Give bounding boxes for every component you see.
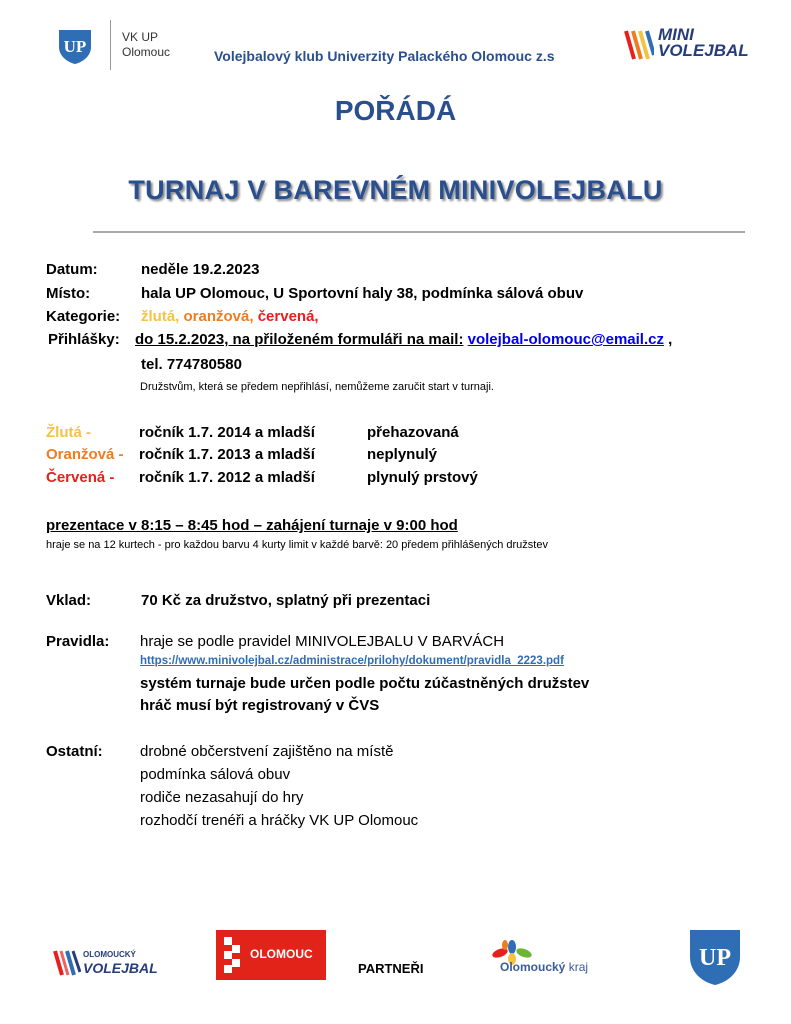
category-name: Oranžová - [46,446,124,463]
ostatni-item: drobné občerstvení zajištěno na místě [140,743,394,760]
category-style: neplynulý [367,446,438,463]
pravidla-label: Pravidla: [46,633,110,650]
misto-value: hala UP Olomouc, U Sportovní haly 38, podmínka sálová obuv [141,285,584,302]
up-shield-footer-logo [687,927,743,987]
category-style: plynulý prstový [367,469,478,486]
kategorie-values [141,308,319,325]
category-style: přehazovaná [367,424,459,441]
olomoucky-volejbal-logo [53,945,168,981]
svg-text:UP: UP [699,945,731,971]
misto-label: Místo: [46,285,91,302]
title-divider [93,231,745,233]
prihlasky-row [135,331,672,348]
ostatni-item: podmínka sálová obuv [140,766,291,783]
volejbal-stripes-icon [53,948,81,978]
prezentace-detail: hraje se na 12 kurtech - pro každou barvu 4 kurty limit v každé barvě: 20 předem přihlášených družstev [46,539,548,551]
club-name: Volejbalový klub Univerzity Palackého Olomouc z.s [214,48,555,64]
prihlasky-comma: , [668,331,673,348]
svg-text:UP: UP [63,37,87,56]
kategorie-oranzova: oranžová, [183,308,254,325]
category-rocnik: ročník 1.7. 2013 a mladší [139,446,315,463]
email-link[interactable]: volejbal-olomouc@email.cz [467,331,664,348]
vklad-value: 70 Kč za družstvo, splatný při prezentaci [141,592,431,609]
olomouc-city-logo [216,930,326,980]
category-row-zluta [46,424,546,444]
kategorie-cervena: červená, [257,308,319,325]
telephone: tel. 774780580 [141,356,242,373]
datum-label: Datum: [46,261,98,278]
prezentace-time: prezentace v 8:15 – 8:45 hod – zahájení turnaje v 9:00 hod [46,517,458,534]
kraj-bold: Olomoucký [500,960,566,974]
category-name: Žlutá - [46,424,91,441]
kategorie-label: Kategorie: [46,308,121,325]
vkup-logo-line1: VK UP [122,30,159,44]
datum-value: neděle 19.2.2023 [141,261,260,278]
porada-heading: POŘÁDÁ [334,95,457,126]
olomouc-checker-icon [224,937,248,973]
category-name: Červená - [46,469,115,486]
olomouc-logo-text: OLOMOUC [250,947,313,961]
kraj-normal: kraj [565,960,589,974]
olomoucky-kraj-logo [490,940,610,980]
minivolejbal-line2: VOLEJBAL [658,41,749,60]
minivolejbal-text [658,27,749,59]
pravidla-line4: hráč musí být registrovaný v ČVS [140,697,380,714]
partneri-label: PARTNEŘI [358,961,424,976]
up-shield-logo [56,27,94,65]
prihlasky-label: Přihlášky: [48,331,120,348]
ov-line2: VOLEJBAL [83,960,158,976]
pravidla-line3: systém turnaje bude určen podle počtu zúčastněných družstev [140,675,590,692]
ostatni-item: rodiče nezasahují do hry [140,789,304,806]
minivolejbal-logo [624,25,749,65]
vkup-logo-line2: Olomouc [122,45,171,59]
category-rocnik: ročník 1.7. 2012 a mladší [139,469,315,486]
tournament-title: TURNAJ V BAREVNÉM MINIVOLEJBALU [128,175,663,205]
vkup-logo-text [122,30,170,60]
minivolejbal-line1: MINI [658,25,694,44]
logo-separator [110,20,111,70]
ov-line1: OLOMOUCKÝ [83,950,136,959]
category-rocnik: ročník 1.7. 2014 a mladší [139,424,315,441]
prihlasky-value: do 15.2.2023, na přiloženém formuláři na mail: [135,331,464,348]
ostatni-item: rozhodčí trenéři a hráčky VK UP Olomouc [140,812,419,829]
kategorie-zluta: žlutá, [141,308,180,325]
pravidla-line1: hraje se podle pravidel MINIVOLEJBALU V BARVÁCH [140,633,505,650]
registration-note: Družstvům, která se předem nepřihlásí, nemůžeme zaručit start v turnaji. [140,381,494,393]
ostatni-label: Ostatní: [46,743,103,760]
kraj-text [500,960,588,974]
category-row-cervena [46,469,546,489]
vklad-label: Vklad: [46,592,92,609]
category-row-oranzova [46,446,546,466]
minivolejbal-stripes-icon [624,27,654,63]
pravidla-link[interactable]: https://www.minivolejbal.cz/administrace/prilohy/dokument/pravidla_2223.pdf [140,655,564,667]
